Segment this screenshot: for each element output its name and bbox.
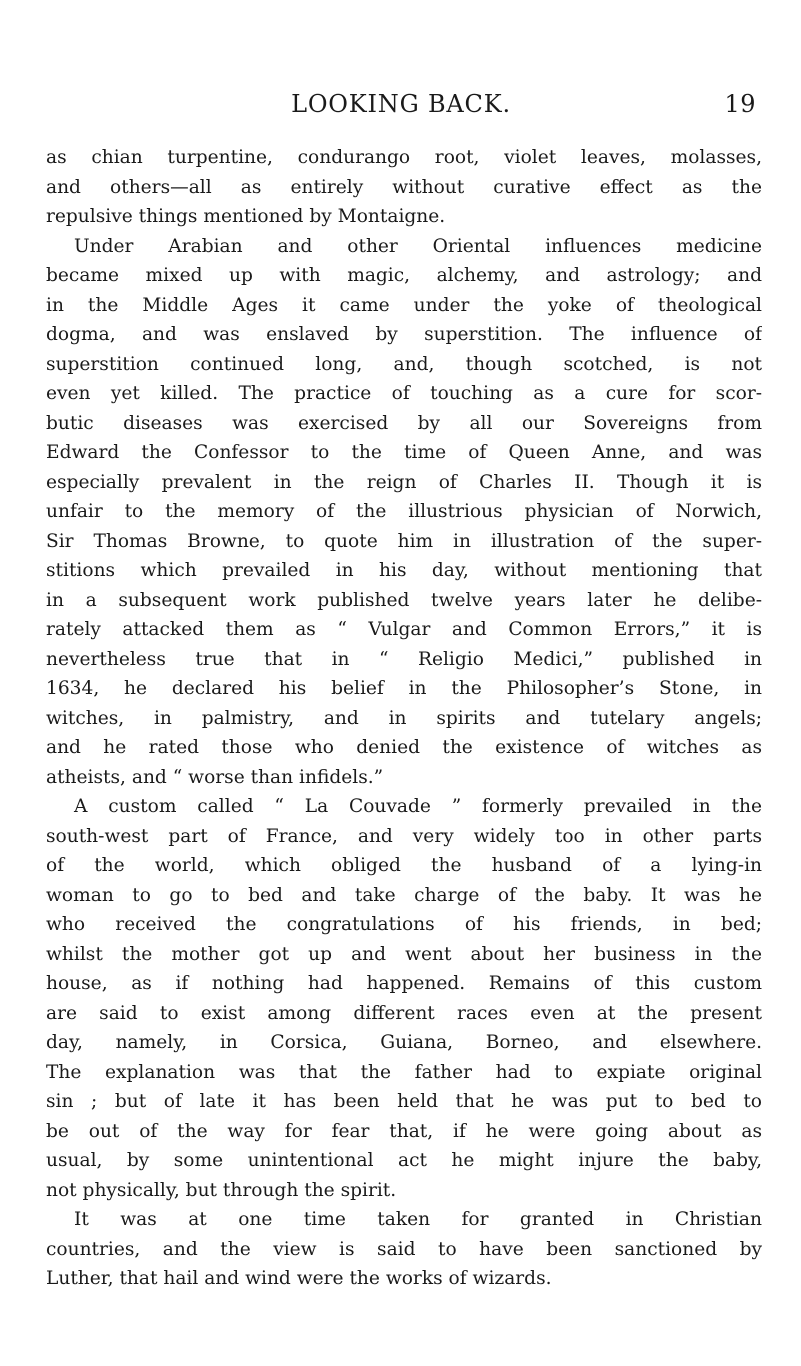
running-head (46, 90, 756, 120)
text-line: usual, by some unintentional act he might injure the baby, (46, 1150, 762, 1171)
text-line: superstition continued long, and, though scotched, is not (46, 353, 762, 375)
text-line: countries, and the view is said to have been sanctioned by (46, 1238, 762, 1260)
text-line: stitions which prevailed in his day, without mentioning that (46, 560, 762, 581)
text-line: 1634, he declared his belief in the Philosopher’s Stone, in (46, 678, 762, 699)
text-line: It was at one time taken for granted in Christian (74, 1209, 762, 1230)
text-line: became mixed up with magic, alchemy, and astrology; and (46, 265, 762, 286)
text-line: The explanation was that the father had to expiate original (46, 1061, 762, 1083)
text-line: especially prevalent in the reign of Charles II. Though it is (46, 471, 762, 493)
text-line: A custom called “ La Couvade ” formerly prevailed in the (74, 796, 762, 817)
text-line: be out of the way for fear that, if he were going about as (46, 1120, 762, 1142)
body-text (46, 143, 762, 1294)
text-line: Sir Thomas Browne, to quote him in illustration of the super- (46, 530, 762, 552)
text-line: are said to exist among different races even at the present (46, 1002, 762, 1024)
text-line: of the world, which obliged the husband of a lying-in (46, 855, 762, 876)
text-line: repulsive things mentioned by Montaigne. (46, 206, 446, 227)
text-line: atheists, and “ worse than infidels.” (46, 766, 384, 788)
text-line: sin ; but of late it has been held that he was put to bed to (46, 1091, 762, 1112)
text-line: Luther, that hail and wind were the works of wizards. (46, 1268, 552, 1289)
text-line: and he rated those who denied the existence of witches as (46, 737, 762, 758)
page-number: 19 (724, 90, 756, 118)
text-line: not physically, but through the spirit. (46, 1179, 397, 1201)
text-line: and others—all as entirely without curative effect as the (46, 176, 762, 198)
text-line: witches, in palmistry, and in spirits and tutelary angels; (46, 707, 762, 729)
text-line: unfair to the memory of the illustrious physician of Norwich, (46, 501, 762, 522)
text-line: nevertheless true that in “ Religio Medici,” published in (46, 648, 762, 670)
text-line: woman to go to bed and take charge of the baby. It was he (46, 884, 762, 906)
text-line: Edward the Confessor to the time of Queen Anne, and was (46, 442, 762, 463)
text-line: dogma, and was enslaved by superstition. The influence of (46, 324, 762, 345)
text-line: south-west part of France, and very widely too in other parts (46, 825, 762, 847)
text-line: even yet killed. The practice of touching as a cure for scor- (46, 383, 762, 404)
text-line: house, as if nothing had happened. Remains of this custom (46, 973, 762, 994)
text-line: whilst the mother got up and went about her business in the (46, 943, 762, 965)
text-line: butic diseases was exercised by all our Sovereigns from (46, 412, 762, 434)
text-line: in the Middle Ages it came under the yoke of theological (46, 294, 762, 316)
text-line: day, namely, in Corsica, Guiana, Borneo, and elsewhere. (46, 1032, 762, 1053)
text-line: rately attacked them as “ Vulgar and Common Errors,” it is (46, 619, 762, 640)
text-line: in a subsequent work published twelve years later he delibe- (46, 589, 762, 611)
text-line: Under Arabian and other Oriental influences medicine (74, 235, 762, 257)
text-line: as chian turpentine, condurango root, violet leaves, molasses, (46, 147, 762, 168)
running-title: LOOKING BACK. (291, 90, 511, 118)
text-line: who received the congratulations of his friends, in bed; (46, 914, 762, 935)
